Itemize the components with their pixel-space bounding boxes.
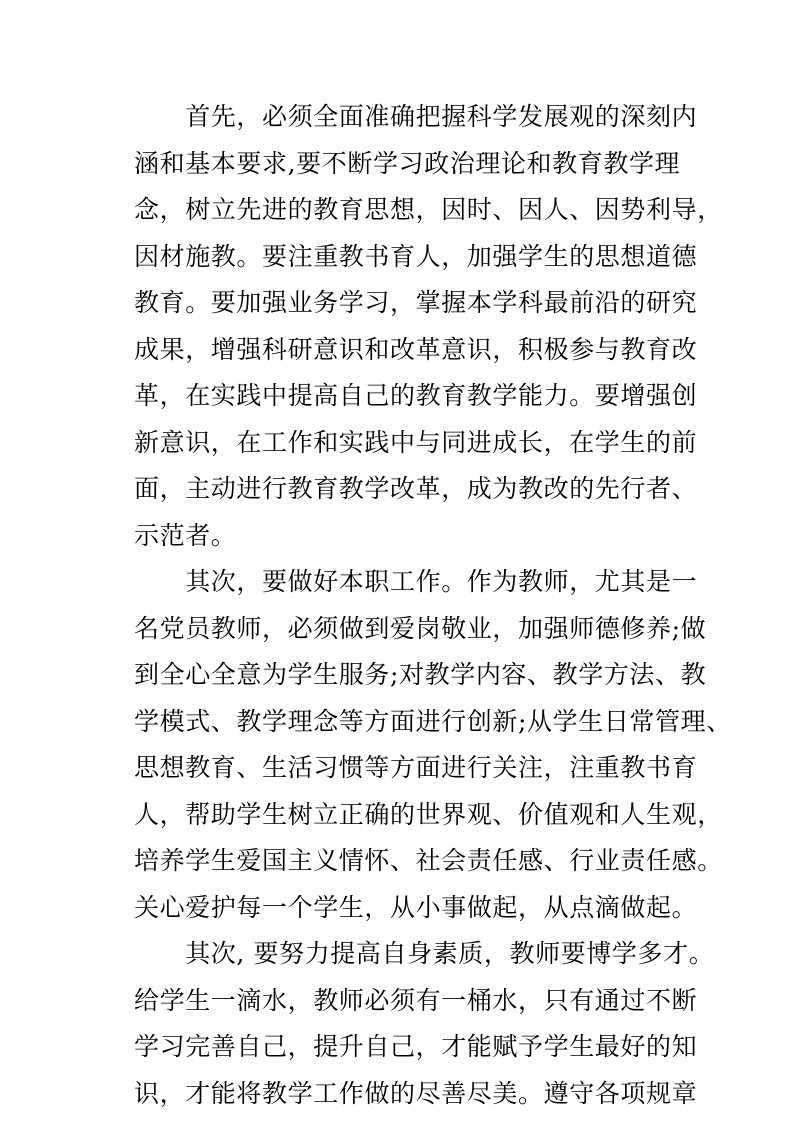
text-line: 新意识，在工作和实践中与同进成长，在学生的前 bbox=[134, 427, 698, 457]
text-line: 念，树立先进的教育思想，因时、因人、因势利导， bbox=[134, 195, 723, 224]
text-line: 其次，要做好本职工作。作为教师，尤其是一 bbox=[134, 567, 698, 596]
text-line: 涵和基本要求,要不断学习政治理论和教育教学理 bbox=[134, 148, 681, 178]
text-line: 识，才能将教学工作做的尽善尽美。遵守各项规章 bbox=[134, 1078, 698, 1108]
text-line: 到全心全意为学生服务;对教学内容、教学方法、教 bbox=[134, 660, 707, 689]
text-line: 关心爱护每一个学生，从小事做起，从点滴做起。 bbox=[134, 892, 698, 922]
text-line: 培养学生爱国主义情怀、社会责任感、行业责任感。 bbox=[134, 846, 723, 875]
text-line: 名党员教师，必须做到爱岗敬业，加强师德修养;做 bbox=[134, 613, 707, 643]
text-line: 成果，增强科研意识和改革意识，积极参与教育改 bbox=[134, 334, 698, 364]
text-line: 思想教育、生活习惯等方面进行关注，注重教书育 bbox=[134, 753, 698, 782]
text-line: 因材施教。要注重教书育人，加强学生的思想道德 bbox=[134, 241, 698, 271]
text-line: 人，帮助学生树立正确的世界观、价值观和人生观， bbox=[134, 799, 723, 829]
text-line: 其次, 要努力提高自身素质，教师要博学多才。 bbox=[134, 939, 715, 968]
text-line: 首先，必须全面准确把握科学发展观的深刻内 bbox=[134, 102, 698, 131]
text-line: 学模式、教学理念等方面进行创新;从学生日常管理、 bbox=[134, 706, 732, 736]
text-line: 面，主动进行教育教学改革，成为教改的先行者、 bbox=[134, 474, 698, 503]
text-line: 教育。要加强业务学习，掌握本学科最前沿的研究 bbox=[134, 288, 698, 317]
text-line: 革，在实践中提高自己的教育教学能力。要增强创 bbox=[134, 381, 698, 410]
text-line: 学习完善自己，提升自己，才能赋予学生最好的知 bbox=[134, 1032, 698, 1061]
text-line: 给学生一滴水，教师必须有一桶水，只有通过不断 bbox=[134, 985, 698, 1015]
text-line: 示范者。 bbox=[134, 520, 237, 550]
document-body bbox=[134, 94, 732, 1117]
